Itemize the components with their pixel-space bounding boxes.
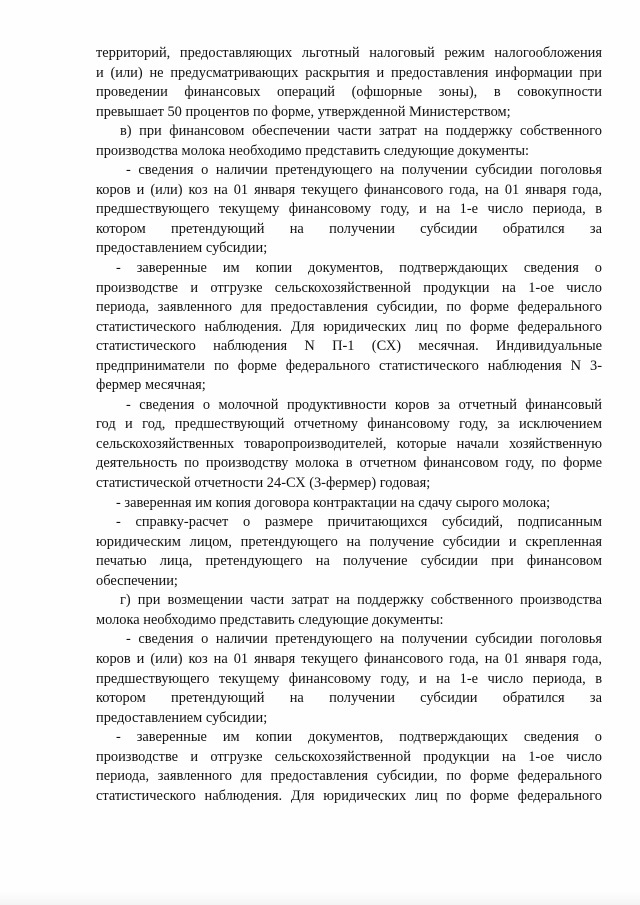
text-line: статистического наблюдения. Для юридических лиц по форме федерального (96, 787, 602, 804)
paragraph-v-heading: в) при финансовом обеспечении части затрат на поддержку собственного (120, 123, 602, 140)
list-item-start: - заверенные им копии документов, подтверждающих сведения о (116, 729, 602, 746)
list-item-start: - справку-расчет о размере причитающихся субсидий, подписанным (116, 514, 602, 531)
text-line: проведении финансовых операций (офшорные зоны), в совокупности (96, 84, 602, 101)
text-line: котором претендующий на получении субсидии обратился за (96, 220, 602, 237)
text-line: фермер месячная; (96, 377, 206, 394)
list-item-start: - заверенные им копии документов, подтверждающих сведения о (116, 260, 602, 277)
text-line: производстве и отгрузке сельскохозяйственной продукции на 1-ое число (96, 748, 602, 765)
list-item-start: - сведения о наличии претендующего на получении субсидии поголовья (126, 162, 602, 179)
text-line: предшествующего текущему финансовому году, и на 1-е число периода, в (96, 670, 602, 687)
text-line: молока необходимо представить следующие документы: (96, 611, 444, 628)
text-line: предприниматели по форме федерального статистического наблюдения N 3- (96, 357, 602, 374)
text-line: производстве и отгрузке сельскохозяйственной продукции на 1-ое число (96, 279, 602, 296)
text-line: обеспечении; (96, 572, 178, 589)
paragraph-g-heading: г) при возмещении части затрат на поддержку собственного производства (120, 592, 602, 609)
text-line: статистического наблюдения N П-1 (СХ) месячная. Индивидуальные (96, 338, 602, 355)
text-line: предоставлением субсидии; (96, 240, 268, 257)
text-line: коров и (или) коз на 01 января текущего финансового года, на 01 января года, (96, 650, 602, 667)
text-line: статистического наблюдения. Для юридических лиц по форме федерального (96, 318, 602, 335)
text-line: и (или) не предусматривающих раскрытия и предоставления информации при (96, 64, 602, 81)
text-line: печатью лица, претендующего на получение субсидии при финансовом (96, 553, 602, 570)
document-body (96, 44, 602, 806)
text-line: производства молока необходимо представить следующие документы: (96, 142, 530, 159)
text-line: юридическим лицом, претендующего на получение субсидии и скрепленная (96, 533, 602, 550)
text-line: статистической отчетности 24-СХ (3-фермер) годовая; (96, 475, 431, 492)
text-line: котором претендующий на получении субсидии обратился за (96, 690, 602, 707)
list-item-start: - сведения о наличии претендующего на получении субсидии поголовья (126, 631, 602, 648)
text-line: предоставлением субсидии; (96, 709, 268, 726)
text-line: территорий, предоставляющих льготный налоговый режим налогообложения (96, 45, 602, 61)
text-line: периода, заявленного для предоставления субсидии, по форме федерального (96, 768, 602, 785)
page-edge-shadow (0, 891, 640, 905)
text-line: год и год, предшествующий отчетному финансовому году, за исключением (96, 416, 602, 433)
text-line: сельскохозяйственных товаропроизводителей, которые начали хозяйственную (96, 435, 602, 452)
list-item-start: - заверенная им копия договора контрактации на сдачу сырого молока; (116, 494, 551, 511)
text-line: коров и (или) коз на 01 января текущего финансового года, на 01 января года, (96, 181, 602, 198)
text-line: предшествующего текущему финансовому году, и на 1-е число периода, в (96, 201, 602, 218)
text-line: деятельность по производству молока в отчетном финансовом году, по форме (96, 455, 602, 472)
text-line: превышает 50 процентов по форме, утвержденной Министерством; (96, 103, 511, 120)
text-line: периода, заявленного для предоставления субсидии, по форме федерального (96, 299, 602, 316)
list-item-start: - сведения о молочной продуктивности коров за отчетный финансовый (126, 396, 602, 413)
